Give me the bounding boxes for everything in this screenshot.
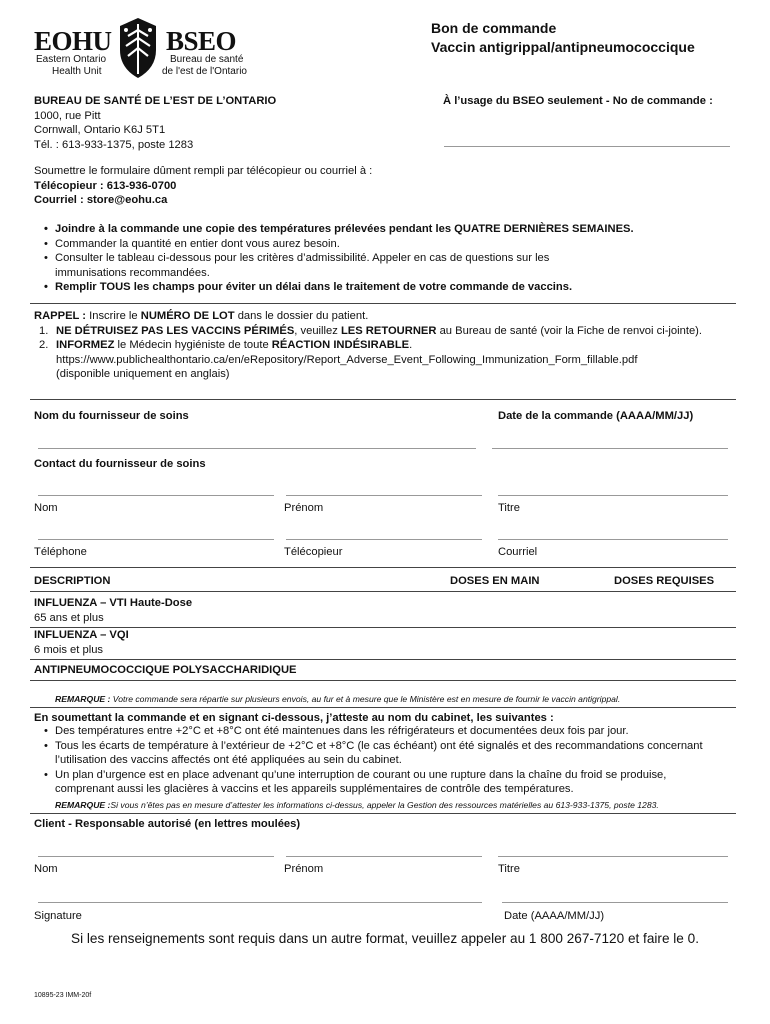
vaccine-name: ANTIPNEUMOCOCCIQUE POLYSACCHARIDIQUE bbox=[34, 664, 297, 676]
table-header-border bbox=[30, 591, 736, 592]
form-code: 10895-23 IMM-20f bbox=[34, 992, 92, 999]
contact-phone-field[interactable] bbox=[38, 539, 274, 540]
logo-eohu-sub2: Health Unit bbox=[52, 66, 102, 77]
row-divider bbox=[30, 659, 736, 660]
table-row bbox=[34, 628, 129, 657]
office-address1: 1000, rue Pitt bbox=[34, 109, 101, 122]
client-last-name-label: Nom bbox=[34, 863, 58, 875]
reminder-text-c: dans le dossier du patient. bbox=[234, 310, 369, 322]
contact-last-name-field[interactable] bbox=[38, 495, 274, 496]
table-bottom-border bbox=[30, 680, 736, 681]
table-top-border bbox=[30, 567, 736, 568]
form-title bbox=[431, 19, 695, 57]
form-title-line2: Vaccin antigrippal/antipneumococcique bbox=[431, 39, 695, 55]
vaccine-name: INFLUENZA – VTI Haute-Dose bbox=[34, 597, 193, 609]
order-date-label: Date de la commande (AAAA/MM/JJ) bbox=[498, 410, 694, 422]
logo-bseo: BSEO bbox=[166, 26, 237, 56]
item-number: 2. bbox=[39, 339, 49, 351]
client-heading: Client - Responsable autorisé (en lettres moulées) bbox=[34, 818, 301, 830]
col-description: DESCRIPTION bbox=[34, 575, 111, 587]
col-doses-required: DOSES REQUISES bbox=[614, 575, 715, 587]
divider bbox=[30, 813, 736, 814]
office-name: BUREAU DE SANTÉ DE L’EST DE L’ONTARIO bbox=[34, 95, 277, 107]
table-row bbox=[34, 663, 297, 678]
reminder-item1-c: LES RETOURNER bbox=[340, 324, 437, 337]
aefi-form-link[interactable]: https://www.publichealthontario.ca/en/eRepository/Report_Adverse_Event_Following_Immunization_Form_fillable.pdf bbox=[56, 353, 638, 366]
contact-title-field[interactable] bbox=[498, 495, 728, 496]
client-title-field[interactable] bbox=[498, 856, 728, 857]
office-address bbox=[34, 94, 276, 152]
office-phone: Tél. : 613-933-1375, poste 1283 bbox=[34, 138, 194, 151]
list-item bbox=[34, 324, 706, 339]
attest-heading: En soumettant la commande et en signant ci-dessous, j’atteste au nom du cabinet, les suivantes : bbox=[34, 712, 554, 724]
table-row bbox=[34, 596, 192, 625]
signature-label: Signature bbox=[34, 910, 82, 922]
reminder-text-a: Inscrire le bbox=[86, 310, 141, 322]
list-item bbox=[34, 338, 724, 382]
submit-info bbox=[34, 164, 372, 208]
note-text: Votre commande sera répartie sur plusieurs envois, au fur et à mesure que le Ministère est en mesure de fournir le vaccin antigrippal. bbox=[110, 694, 621, 704]
client-first-name-label: Prénom bbox=[284, 863, 324, 875]
list-item: • Joindre à la commande une copie des températures prélevées pendant les QUATRE DERNIÈRES SEMAINES. bbox=[34, 222, 714, 237]
provider-name-label: Nom du fournisseur de soins bbox=[34, 410, 189, 422]
note-text: Si vous n’êtes pas en mesure d’attester les informations ci-dessus, appeler la Gestion des ressources matérielles au 613-933-1375, poste 1283. bbox=[110, 800, 659, 810]
list-item: • Remplir TOUS les champs pour éviter un délai dans le traitement de votre commande de vaccins. bbox=[34, 280, 714, 295]
contact-phone-label: Téléphone bbox=[34, 546, 87, 558]
order-date-field[interactable] bbox=[492, 448, 728, 449]
submit-email: Courriel : store@eohu.ca bbox=[34, 194, 168, 206]
doses-on-hand-input[interactable] bbox=[450, 622, 580, 623]
logo-bseo-sub1: Bureau de santé bbox=[170, 54, 244, 65]
order-number-field[interactable] bbox=[444, 146, 730, 147]
sign-date-label: Date (AAAA/MM/JJ) bbox=[504, 910, 605, 922]
provider-contact-label: Contact du fournisseur de soins bbox=[34, 458, 206, 470]
divider bbox=[30, 303, 736, 304]
client-last-name-field[interactable] bbox=[38, 856, 274, 857]
provider-name-field[interactable] bbox=[38, 448, 476, 449]
signature-field[interactable] bbox=[38, 902, 482, 903]
attest-list bbox=[34, 724, 704, 797]
reminder bbox=[34, 309, 724, 382]
note-label: REMARQUE : bbox=[55, 694, 111, 704]
logo-bseo-sub2: de l'est de l'Ontario bbox=[162, 66, 247, 77]
divider bbox=[30, 399, 736, 400]
contact-first-name-label: Prénom bbox=[284, 502, 324, 514]
reminder-item2-a: INFORMEZ bbox=[56, 339, 115, 351]
list-item: • Tous les écarts de température à l’extérieur de +2°C et +8°C (le cas échéant) ont été signalés et des recommandations concernant l’utilisation des vaccins affectés ont été appliquées au sein du cabinet. bbox=[34, 739, 704, 768]
sign-date-field[interactable] bbox=[502, 902, 728, 903]
reminder-list bbox=[34, 324, 724, 382]
instructions-list bbox=[34, 222, 714, 295]
logo-eohu-sub1: Eastern Ontario bbox=[36, 54, 107, 65]
contact-email-field[interactable] bbox=[498, 539, 728, 540]
reminder-label: RAPPEL : bbox=[34, 310, 87, 322]
submit-intro: Soumettre le formulaire dûment rempli par télécopieur ou courriel à : bbox=[34, 165, 373, 177]
reminder-item2-d: . bbox=[409, 339, 413, 351]
aefi-url-note: (disponible uniquement en anglais) bbox=[56, 368, 230, 380]
contact-fax-label: Télécopieur bbox=[284, 546, 343, 558]
list-item: • Consulter le tableau ci-dessous pour les critères d’admissibilité. Appeler en cas de questions sur les immunisations recommandées. bbox=[34, 251, 615, 280]
vaccine-name: INFLUENZA – VQI bbox=[34, 629, 129, 641]
reminder-item1-a: NE DÉTRUISEZ PAS LES VACCINS PÉRIMÉS bbox=[56, 324, 295, 337]
reminder-item2-c: RÉACTION INDÉSIRABLE bbox=[271, 339, 410, 351]
contact-title-label: Titre bbox=[498, 502, 520, 514]
divider bbox=[30, 707, 736, 708]
note-attest bbox=[55, 800, 659, 811]
item-number: 1. bbox=[39, 324, 49, 337]
logo bbox=[32, 16, 272, 80]
reminder-item1-b: , veuillez bbox=[294, 324, 341, 337]
col-doses-on-hand: DOSES EN MAIN bbox=[450, 575, 540, 587]
reminder-item2-b: le Médecin hygiéniste de toute bbox=[114, 339, 272, 351]
note-order-split bbox=[55, 694, 620, 705]
office-address2: Cornwall, Ontario K6J 5T1 bbox=[34, 124, 166, 136]
contact-first-name-field[interactable] bbox=[286, 495, 482, 496]
logo-eohu: EOHU bbox=[34, 26, 112, 56]
client-title-label: Titre bbox=[498, 863, 520, 875]
form-title-line1: Bon de commande bbox=[431, 20, 557, 36]
alt-format-notice: Si les renseignements sont requis dans un autre format, veuillez appeler au 1 800 267-7120 et faire le 0. bbox=[71, 931, 699, 946]
row-divider bbox=[30, 627, 736, 628]
reminder-item1-d: au Bureau de santé (voir la Fiche de renvoi ci-jointe). bbox=[436, 324, 702, 337]
contact-last-name-label: Nom bbox=[34, 502, 58, 514]
contact-fax-field[interactable] bbox=[286, 539, 482, 540]
client-first-name-field[interactable] bbox=[286, 856, 482, 857]
vaccine-detail: 6 mois et plus bbox=[34, 643, 104, 656]
list-item: • Des températures entre +2°C et +8°C ont été maintenues dans les réfrigérateurs et documentées deux fois par jour. bbox=[34, 724, 704, 739]
list-item: • Un plan d’urgence est en place advenant qu’une interruption de courant ou une rupture dans la chaîne du froid se produise, comprenant aussi les glacières à vaccins et les appareils supplémentaires de contrôle des températures. bbox=[34, 768, 704, 797]
vaccine-detail: 65 ans et plus bbox=[34, 611, 104, 624]
note-label: REMARQUE : bbox=[55, 800, 111, 810]
contact-email-label: Courriel bbox=[498, 546, 538, 558]
list-item: • Commander la quantité en entier dont vous aurez besoin. bbox=[34, 237, 714, 252]
office-use-label: À l’usage du BSEO seulement - No de commande : bbox=[443, 95, 713, 107]
shield-trees-emblem-icon bbox=[116, 16, 160, 80]
reminder-line bbox=[34, 309, 724, 324]
submit-fax: Télécopieur : 613-936-0700 bbox=[34, 179, 177, 192]
reminder-lot: NUMÉRO DE LOT bbox=[140, 310, 235, 322]
